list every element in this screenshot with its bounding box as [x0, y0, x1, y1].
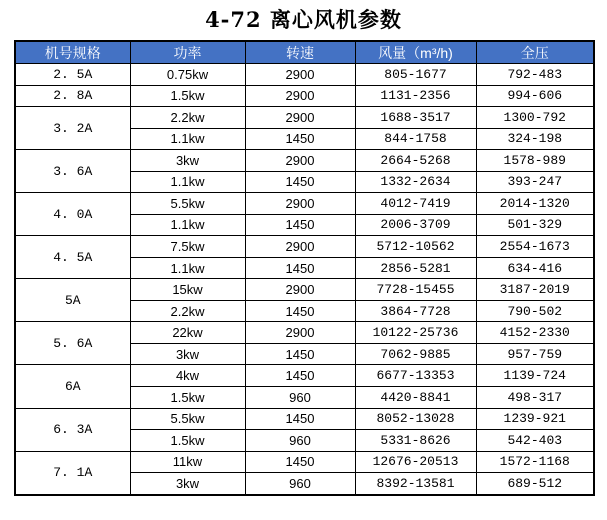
power-cell: 4kw [130, 365, 245, 387]
speed-cell: 2900 [245, 85, 355, 107]
col-header-airflow: 风量（m³/h) [355, 41, 476, 64]
col-header-power: 功率 [130, 41, 245, 64]
model-cell: 5. 6A [15, 322, 130, 365]
col-header-speed: 转速 [245, 41, 355, 64]
speed-cell: 1450 [245, 300, 355, 322]
power-cell: 11kw [130, 451, 245, 473]
airflow-cell: 8392-13581 [355, 473, 476, 495]
airflow-cell: 3864-7728 [355, 300, 476, 322]
speed-cell: 2900 [245, 64, 355, 86]
pressure-cell: 324-198 [476, 128, 594, 150]
pressure-cell: 1572-1168 [476, 451, 594, 473]
airflow-cell: 4012-7419 [355, 193, 476, 215]
speed-cell: 1450 [245, 128, 355, 150]
model-cell: 2. 5A [15, 64, 130, 86]
airflow-cell: 6677-13353 [355, 365, 476, 387]
model-cell: 6. 3A [15, 408, 130, 451]
airflow-cell: 12676-20513 [355, 451, 476, 473]
airflow-cell: 1332-2634 [355, 171, 476, 193]
speed-cell: 960 [245, 473, 355, 495]
speed-cell: 1450 [245, 214, 355, 236]
pressure-cell: 1239-921 [476, 408, 594, 430]
model-cell: 7. 1A [15, 451, 130, 495]
pressure-cell: 792-483 [476, 64, 594, 86]
power-cell: 1.5kw [130, 430, 245, 452]
model-cell: 6A [15, 365, 130, 408]
pressure-cell: 634-416 [476, 257, 594, 279]
pressure-cell: 2014-1320 [476, 193, 594, 215]
header-row [15, 41, 594, 64]
power-cell: 1.5kw [130, 85, 245, 107]
table-body [15, 64, 594, 496]
power-cell: 3kw [130, 473, 245, 495]
speed-cell: 960 [245, 430, 355, 452]
model-cell: 2. 8A [15, 85, 130, 107]
page-title: 4-72 离心风机参数 [205, 7, 402, 32]
model-cell: 5A [15, 279, 130, 322]
airflow-cell: 4420-8841 [355, 386, 476, 408]
model-cell: 3. 2A [15, 107, 130, 150]
airflow-cell: 844-1758 [355, 128, 476, 150]
power-cell: 7.5kw [130, 236, 245, 258]
col-header-pressure: 全压 [476, 41, 594, 64]
table-row [15, 322, 594, 344]
power-cell: 5.5kw [130, 193, 245, 215]
pressure-cell: 498-317 [476, 386, 594, 408]
power-cell: 5.5kw [130, 408, 245, 430]
pressure-cell: 501-329 [476, 214, 594, 236]
power-cell: 1.1kw [130, 171, 245, 193]
pressure-cell: 393-247 [476, 171, 594, 193]
pressure-cell: 689-512 [476, 473, 594, 495]
airflow-cell: 2856-5281 [355, 257, 476, 279]
airflow-cell: 7062-9885 [355, 343, 476, 365]
speed-cell: 2900 [245, 107, 355, 129]
airflow-cell: 1131-2356 [355, 85, 476, 107]
model-cell: 4. 5A [15, 236, 130, 279]
speed-cell: 1450 [245, 257, 355, 279]
airflow-cell: 5331-8626 [355, 430, 476, 452]
table-row [15, 85, 594, 107]
power-cell: 15kw [130, 279, 245, 301]
pressure-cell: 4152-2330 [476, 322, 594, 344]
pressure-cell: 1578-989 [476, 150, 594, 172]
airflow-cell: 8052-13028 [355, 408, 476, 430]
pressure-cell: 2554-1673 [476, 236, 594, 258]
airflow-cell: 1688-3517 [355, 107, 476, 129]
speed-cell: 2900 [245, 322, 355, 344]
table-row [15, 365, 594, 387]
power-cell: 1.5kw [130, 386, 245, 408]
table-row [15, 107, 594, 129]
power-cell: 3kw [130, 150, 245, 172]
pressure-cell: 1300-792 [476, 107, 594, 129]
airflow-cell: 2664-5268 [355, 150, 476, 172]
speed-cell: 1450 [245, 171, 355, 193]
airflow-cell: 10122-25736 [355, 322, 476, 344]
table-row [15, 408, 594, 430]
power-cell: 1.1kw [130, 128, 245, 150]
pressure-cell: 3187-2019 [476, 279, 594, 301]
pressure-cell: 1139-724 [476, 365, 594, 387]
model-cell: 3. 6A [15, 150, 130, 193]
speed-cell: 1450 [245, 343, 355, 365]
power-cell: 22kw [130, 322, 245, 344]
speed-cell: 960 [245, 386, 355, 408]
speed-cell: 1450 [245, 365, 355, 387]
speed-cell: 2900 [245, 150, 355, 172]
power-cell: 1.1kw [130, 214, 245, 236]
model-cell: 4. 0A [15, 193, 130, 236]
speed-cell: 2900 [245, 193, 355, 215]
airflow-cell: 805-1677 [355, 64, 476, 86]
table-row [15, 279, 594, 301]
table-row [15, 236, 594, 258]
pressure-cell: 957-759 [476, 343, 594, 365]
speed-cell: 1450 [245, 451, 355, 473]
power-cell: 3kw [130, 343, 245, 365]
table-header [15, 41, 594, 64]
airflow-cell: 2006-3709 [355, 214, 476, 236]
airflow-cell: 5712-10562 [355, 236, 476, 258]
speed-cell: 2900 [245, 279, 355, 301]
speed-cell: 1450 [245, 408, 355, 430]
pressure-cell: 790-502 [476, 300, 594, 322]
table-row [15, 150, 594, 172]
pressure-cell: 994-606 [476, 85, 594, 107]
pressure-cell: 542-403 [476, 430, 594, 452]
speed-cell: 2900 [245, 236, 355, 258]
power-cell: 2.2kw [130, 107, 245, 129]
power-cell: 1.1kw [130, 257, 245, 279]
table-row [15, 64, 594, 86]
power-cell: 0.75kw [130, 64, 245, 86]
fan-parameters-table [14, 40, 595, 496]
table-row [15, 451, 594, 473]
power-cell: 2.2kw [130, 300, 245, 322]
table-row [15, 193, 594, 215]
col-header-model: 机号规格 [15, 41, 130, 64]
airflow-cell: 7728-15455 [355, 279, 476, 301]
